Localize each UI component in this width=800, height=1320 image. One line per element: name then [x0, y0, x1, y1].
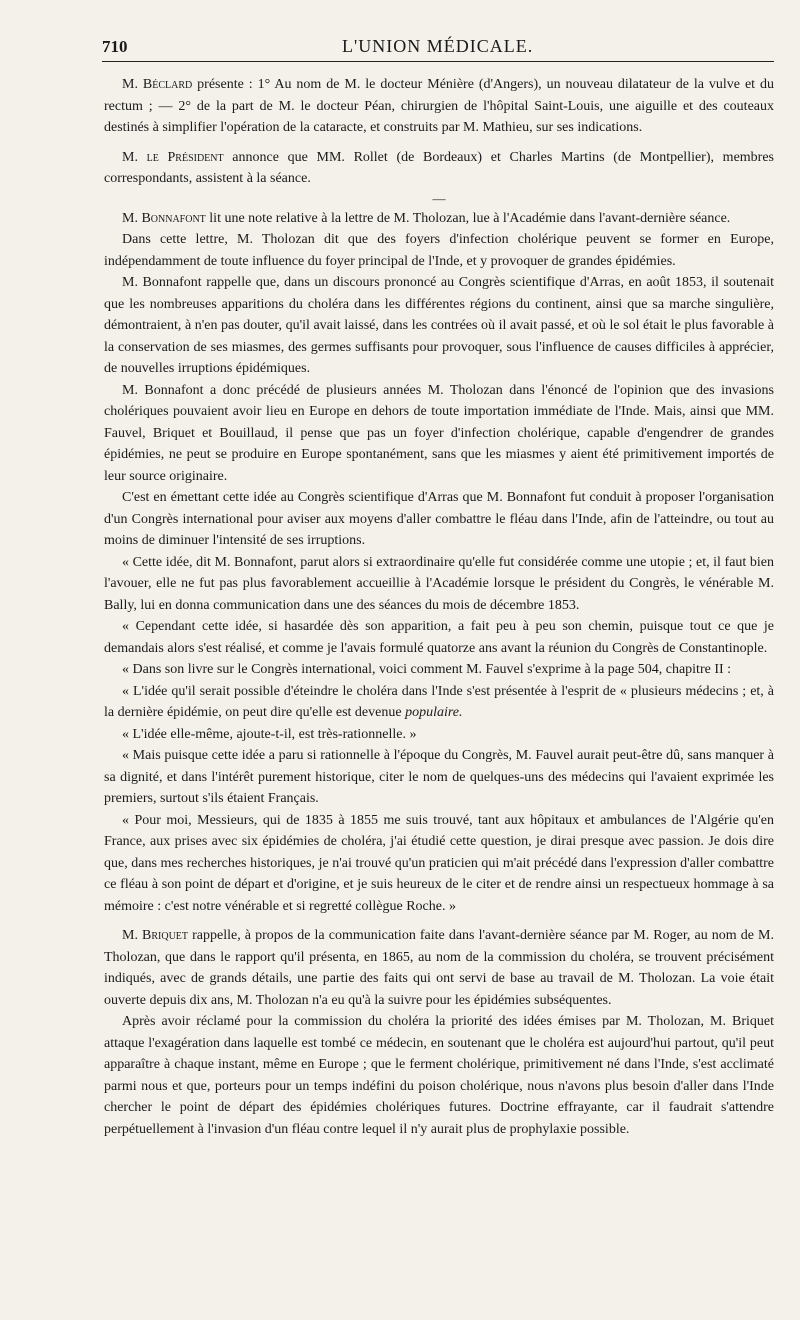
paragraph: « L'idée qu'il serait possible d'éteindre le choléra dans l'Inde s'est présentée à l'esprit de « plusieurs médecins ; et, à la dernière épidémie, on peut dire qu'elle est devenue populaire.	[104, 683, 774, 720]
paragraph: M. Briquet rappelle, à propos de la communication faite dans l'avant-dernière séance par M. Roger, au nom de M. Tholozan, que dans le rapport qu'il présenta, en 1865, au nom de la commission du choléra, se trouvent précisément indiqués, avec de grands détails, une partie des faits qui ont servi de base au travail de M. Tholozan. La voie était ouverte depuis dix ans, M. Tholozan n'a eu qu'à la suivre pour les épidémies subséquentes.	[104, 928, 774, 1008]
speaker-name: M. Briquet	[122, 928, 189, 943]
paragraph: « Dans son livre sur le Congrès international, voici comment M. Fauvel s'exprime à la page 504, chapitre II :	[122, 662, 732, 677]
speaker-name: M. Béclard	[122, 77, 193, 92]
emphasis: populaire.	[405, 705, 463, 720]
page-header	[102, 36, 774, 62]
paragraph: « Mais puisque cette idée a paru si rationnelle à l'époque du Congrès, M. Fauvel aurait peut-être dû, sans manquer à sa dignité, et dans l'intérêt purement historique, citer le nom de quelques-uns des médecins qui l'avaient exprimée les premiers, surtout s'ils étaient Français.	[104, 748, 774, 806]
paragraph: C'est en émettant cette idée au Congrès scientifique d'Arras que M. Bonnafont fut conduit à proposer l'organisation d'un Congrès international pour aviser aux moyens d'aller combattre le fléau dans l'Inde, afin de l'atteindre, ou tout au moins de diminuer l'intensité de ses irruptions.	[104, 490, 774, 548]
paragraph: « Cependant cette idée, si hasardée dès son apparition, a fait peu à peu son chemin, puisque tout ce que je demandais alors s'est réalisé, et comme je l'avais formulé quatorze ans avant la réunion du Congrès de Constantinople.	[104, 619, 774, 656]
speaker-name: M. le Président	[122, 149, 224, 165]
page-number: 710	[102, 37, 128, 56]
paragraph: « L'idée elle-même, ajoute-t-il, est très-rationnelle. »	[122, 726, 417, 742]
body-text	[104, 74, 774, 1140]
speaker-name: M. Bonnafont	[122, 210, 206, 226]
paragraph: M. Béclard présente : 1° Au nom de M. le docteur Ménière (d'Angers), un nouveau dilatateur de la vulve et du rectum ; — 2° de la part de M. le docteur Péan, chirurgien de l'hôpital Saint-Louis, une aiguille et des couteaux destinés à simplifier l'opération de la cataracte, et construits par M. Mathieu, sur ses indications.	[104, 77, 774, 135]
section-separator: —	[432, 190, 446, 206]
paragraph: M. le Président annonce que MM. Rollet (de Bordeaux) et Charles Martins (de Montpellier), membres correspondants, assistent à la séance.	[104, 149, 774, 186]
paragraph: Dans cette lettre, M. Tholozan dit que des foyers d'infection cholérique peuvent se former en Europe, indépendamment de toute influence du foyer principal de l'Inde, et y provoquer de grandes épidémies.	[104, 232, 774, 269]
paragraph: M. Bonnafont lit une note relative à la lettre de M. Tholozan, lue à l'Académie dans l'avant-dernière séance.	[122, 210, 731, 226]
paragraph: Après avoir réclamé pour la commission du choléra la priorité des idées émises par M. Tholozan, M. Briquet attaque l'exagération dans laquelle est tombé ce médecin, en soutenant que le choléra est aujourd'hui partout, qu'il peut apparaître à chaque instant, même en Europe ; que le ferment cholérique, primitivement né dans l'Inde, s'est acclimaté parmi nous et que, porteurs pour un temps indéfini du poison cholérique, nous n'avons plus besoin d'aller dans l'Inde chercher le point de départ des épidémies cholériques futures. Doctrine effrayante, car il faudrait s'attendre perpétuellement à l'invasion d'un fléau contre lequel il n'y aurait plus de prophylaxie possible.	[104, 1014, 774, 1137]
paragraph: M. Bonnafont a donc précédé de plusieurs années M. Tholozan dans l'énoncé de l'opinion que des invasions cholériques pouvaient avoir lieu en Europe en dehors de toute importation immédiate de l'Inde. Mais, ainsi que MM. Fauvel, Briquet et Bouillaud, il pense que pas un foyer d'infection cholérique, capable d'engendrer de grandes épidémies, ne peut se produire en Europe spontanément, sans que les miasmes y aient été primitivement importés de leur source originaire.	[104, 382, 774, 484]
paragraph: « Pour moi, Messieurs, qui de 1835 à 1855 me suis trouvé, tant aux hôpitaux et ambulances de l'Algérie qu'en France, aux prises avec six épidémies de choléra, j'ai étudié cette question, je dirai presque avec passion. Je dois dire que, dans mes recherches historiques, je n'ai trouvé qu'un praticien qui m'ait précédé dans l'expression d'aller combattre ce fléau à son point de départ et d'origine, et je suis heureux de le citer et de rendre ainsi un respectueux hommage à sa mémoire : c'est notre vénérable et si regretté collègue Roche. »	[104, 812, 774, 914]
paragraph: « Cette idée, dit M. Bonnafont, parut alors si extraordinaire qu'elle fut considérée comme une utopie ; et, il faut bien l'avouer, elle ne fut pas plus favorablement accueillie à l'Académie lorsque le président du Congrès, le vénérable M. Bally, lui en donna communication dans une des séances du mois de décembre 1853.	[104, 554, 774, 613]
paragraph: M. Bonnafont rappelle que, dans un discours prononcé au Congrès scientifique d'Arras, en août 1853, il soutenait que les nombreuses apparitions du choléra dans les différentes régions du continent, ainsi que sa marche singulière, démontraient, à n'en pas douter, qu'il avait laissé, dans les contrées où il avait passé, et où le sol était le plus favorable à la conservation de ses miasmes, des germes suffisants pour provoquer, sous l'influence de causes difficiles à apprécier, de nouvelles irruptions épidémiques.	[104, 275, 774, 376]
running-title: L'UNION MÉDICALE.	[342, 36, 534, 56]
